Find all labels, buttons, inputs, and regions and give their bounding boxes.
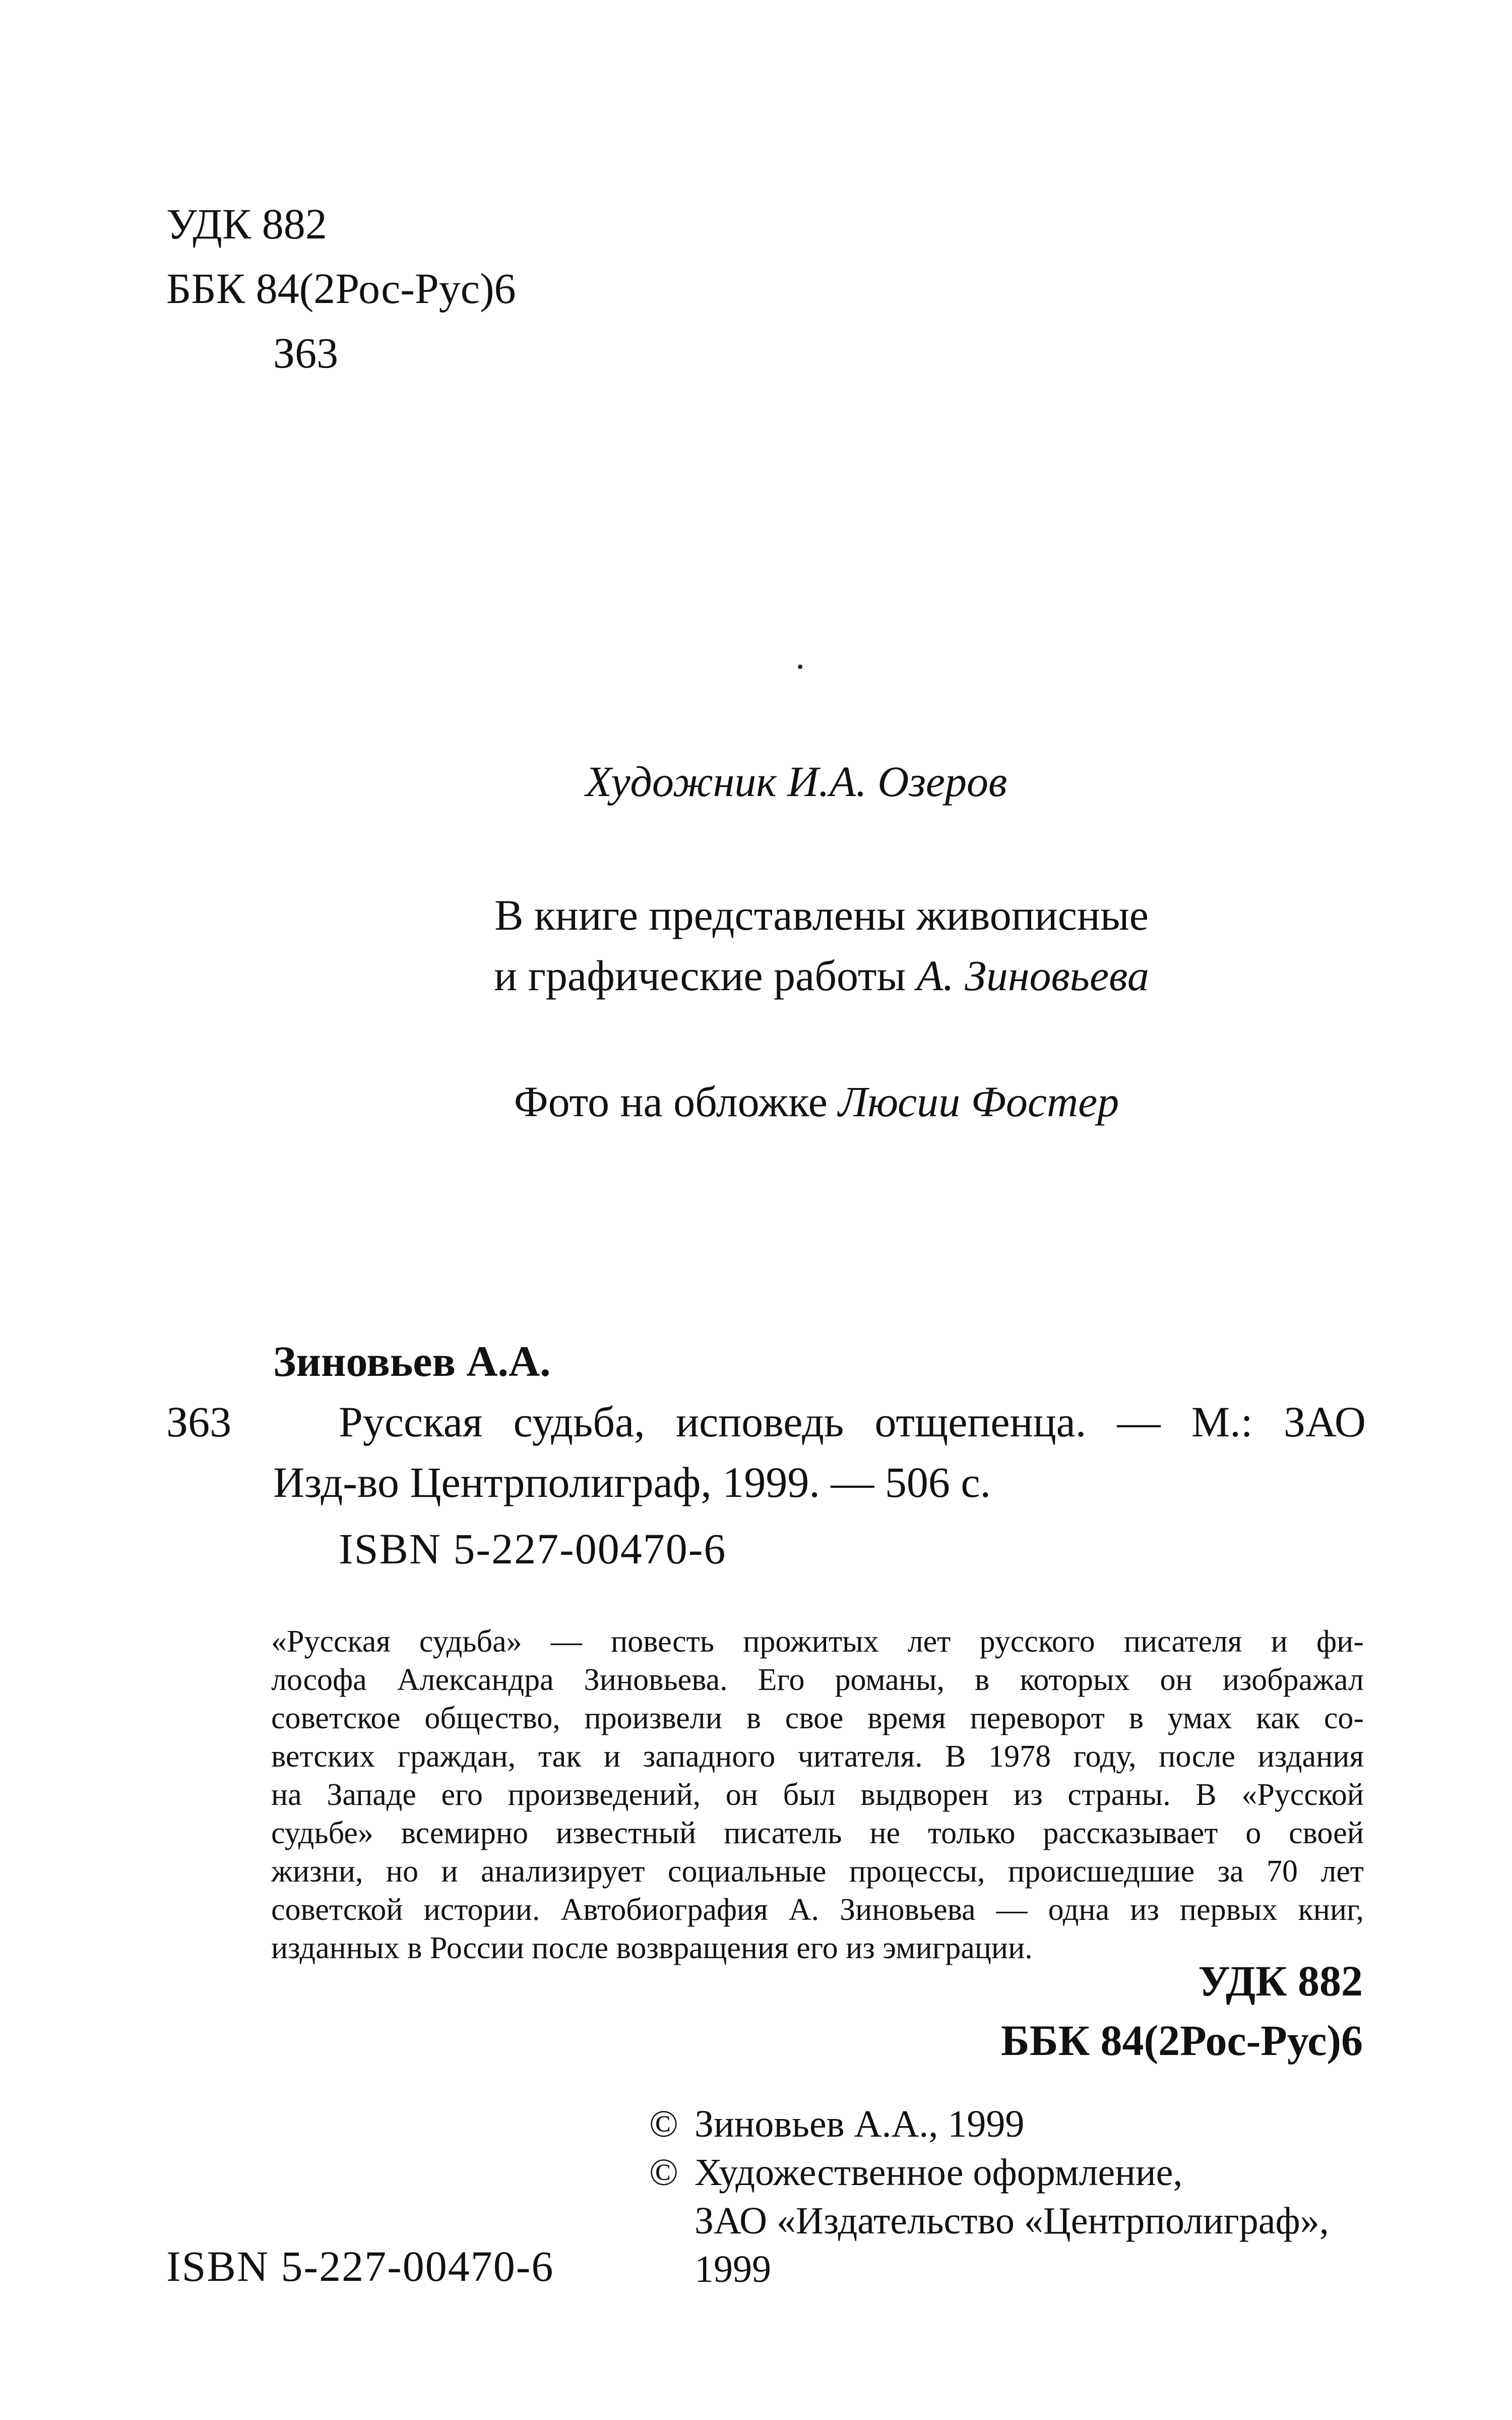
isbn-footer: ISBN 5-227-00470-6 bbox=[166, 2242, 554, 2290]
copyright-design-line-2: ЗАО «Издательство «Центрполиграф», bbox=[695, 2200, 1329, 2242]
classification-udk: УДК 882 bbox=[1198, 1957, 1363, 2005]
record-author-mark: З63 bbox=[166, 1398, 232, 1446]
annotation-line: «Русская судьба» — повесть прожитых лет русского писателя и фи- bbox=[271, 1624, 1364, 1659]
book-annotation bbox=[271, 1622, 1364, 1967]
copyright-design bbox=[649, 2148, 1329, 2197]
annotation-line: ветских граждан, так и западного читателя. В 1978 году, после издания bbox=[271, 1739, 1364, 1774]
annotation-line: на Западе его произведений, он был выдворен из страны. В «Русской bbox=[271, 1778, 1364, 1812]
header-author-mark: З63 bbox=[273, 329, 339, 377]
illustrations-line-1: В книге представлены живописные bbox=[494, 891, 1149, 939]
record-author: Зиновьев А.А. bbox=[273, 1337, 551, 1385]
annotation-line: лософа Александра Зиновьева. Его романы, в которых он изображал bbox=[271, 1663, 1364, 1697]
copyright-design-line-1: Художественное оформление, bbox=[695, 2151, 1183, 2194]
annotation-line: изданных в России после возвращения его из эмиграции. bbox=[271, 1931, 1033, 1965]
artist-credit-text: Художник И.А. Озеров bbox=[585, 757, 1007, 806]
header-bbk: ББК 84(2Рос-Рус)6 bbox=[166, 264, 516, 313]
annotation-line: жизни, но и анализирует социальные процессы, происшедшие за 70 лет bbox=[271, 1854, 1364, 1889]
copyright-icon: © bbox=[649, 2151, 678, 2194]
classification-codes bbox=[1001, 1951, 1363, 2070]
cover-photo-credit bbox=[0, 1071, 1512, 1132]
illustrations-line-2 bbox=[131, 945, 1512, 1006]
copyright-design-line-3: 1999 bbox=[695, 2248, 771, 2290]
copyright-notices bbox=[649, 2100, 1329, 2293]
record-description-line-2: Изд-во Центрполиграф, 1999. — 506 с. bbox=[273, 1458, 991, 1506]
record-description-row bbox=[166, 1392, 1366, 1452]
copyright-author bbox=[649, 2100, 1329, 2148]
record-description-line-1: Русская судьба, исповедь отщепенца. — М.: ЗАО bbox=[339, 1398, 1366, 1446]
illustrations-credit bbox=[0, 885, 1512, 1006]
classification-bbk: ББК 84(2Рос-Рус)6 bbox=[1000, 2016, 1363, 2065]
bibliographic-record bbox=[166, 1331, 1366, 1579]
artist-credit bbox=[0, 751, 1512, 812]
header-udk: УДК 882 bbox=[166, 200, 327, 248]
copyright-icon: © bbox=[649, 2103, 678, 2145]
copyright-author-text: Зиновьев А.А., 1999 bbox=[695, 2103, 1025, 2145]
record-isbn: ISBN 5-227-00470-6 bbox=[339, 1525, 727, 1573]
cover-photographer-name: Люсии Фостер bbox=[838, 1077, 1119, 1126]
illustrations-line-2-plain: и графические работы bbox=[494, 951, 917, 1000]
print-speck bbox=[798, 664, 802, 669]
annotation-line: советское общество, произвели в свое время переворот в умах как со- bbox=[271, 1701, 1364, 1735]
annotation-line: советской истории. Автобиография А. Зиновьева — одна из первых книг, bbox=[271, 1893, 1364, 1927]
annotation-line: судьбе» всемирно известный писатель не только рассказывает о своей bbox=[271, 1816, 1364, 1850]
header-classification-codes bbox=[166, 192, 516, 385]
cover-photo-plain: Фото на обложке bbox=[514, 1077, 839, 1126]
illustrations-artist-name: А. Зиновьева bbox=[916, 951, 1149, 1000]
